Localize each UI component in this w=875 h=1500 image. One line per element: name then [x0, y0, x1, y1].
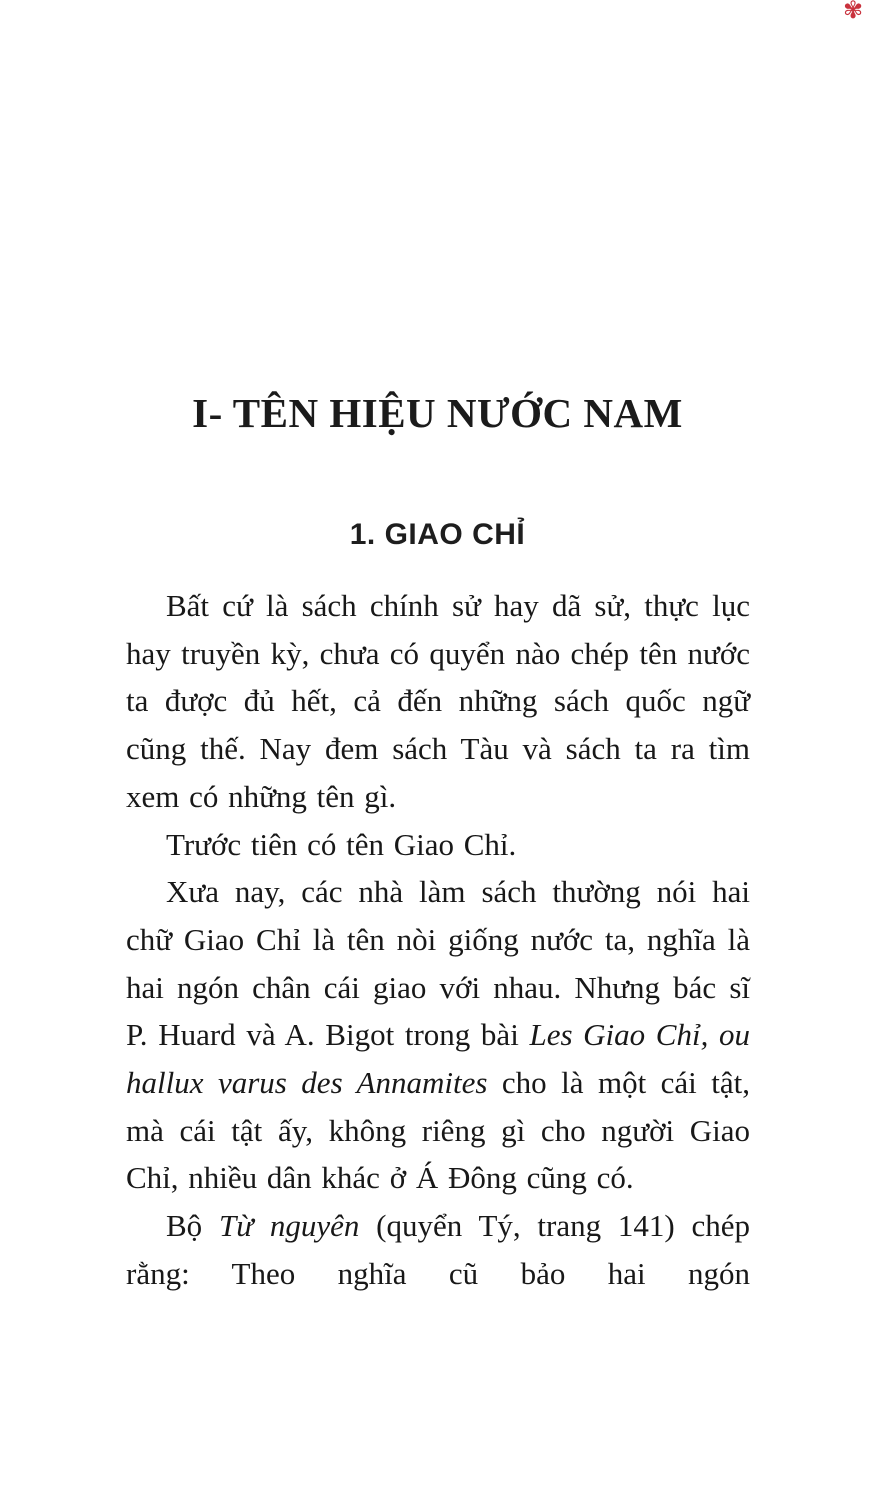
- text-run: Xưa nay, các nhà làm sách thường nói hai chữ Giao Chỉ là tên nòi giống nước ta, nghĩa là hai ngón chân cái giao với nhau. Nhưng bác sĩ P. Huard và A. Bigot trong bài: [126, 874, 750, 1053]
- text-run: (quyển Tý, trang 141) chép rằng: Theo nghĩa cũ bảo hai ngón: [126, 1208, 750, 1291]
- body-paragraph: [126, 868, 750, 1202]
- body-paragraph: [126, 821, 750, 869]
- body-text: [126, 582, 750, 1298]
- text-run: Bộ: [166, 1208, 219, 1244]
- section-heading: 1. GIAO CHỈ: [349, 518, 526, 551]
- text-run: Bất cứ là sách chính sử hay dã sử, thực lục hay truyền kỳ, chưa có quyển nào chép tên nước ta được đủ hết, cả đến những sách quốc ngữ cũng thế. Nay đem sách Tàu và sách ta ra tìm xem có những tên gì.: [126, 588, 750, 814]
- italic-text-run: Từ nguyên: [218, 1208, 360, 1244]
- italic-text-run: Les Giao Chỉ, ou hallux varus des Annamites: [126, 1017, 750, 1101]
- text-run: Trước tiên có tên Giao Chỉ.: [166, 826, 517, 862]
- text-run: cho là một cái tật, mà cái tật ấy, không riêng gì cho người Giao Chỉ, nhiều dân khác ở Á Đông cũng có.: [126, 1065, 750, 1196]
- body-paragraph: [126, 1202, 750, 1297]
- flower-ornament-icon: ✾: [843, 0, 864, 24]
- body-paragraph: [126, 582, 750, 821]
- chapter-title: I- TÊN HIỆU NƯỚC NAM: [192, 390, 683, 436]
